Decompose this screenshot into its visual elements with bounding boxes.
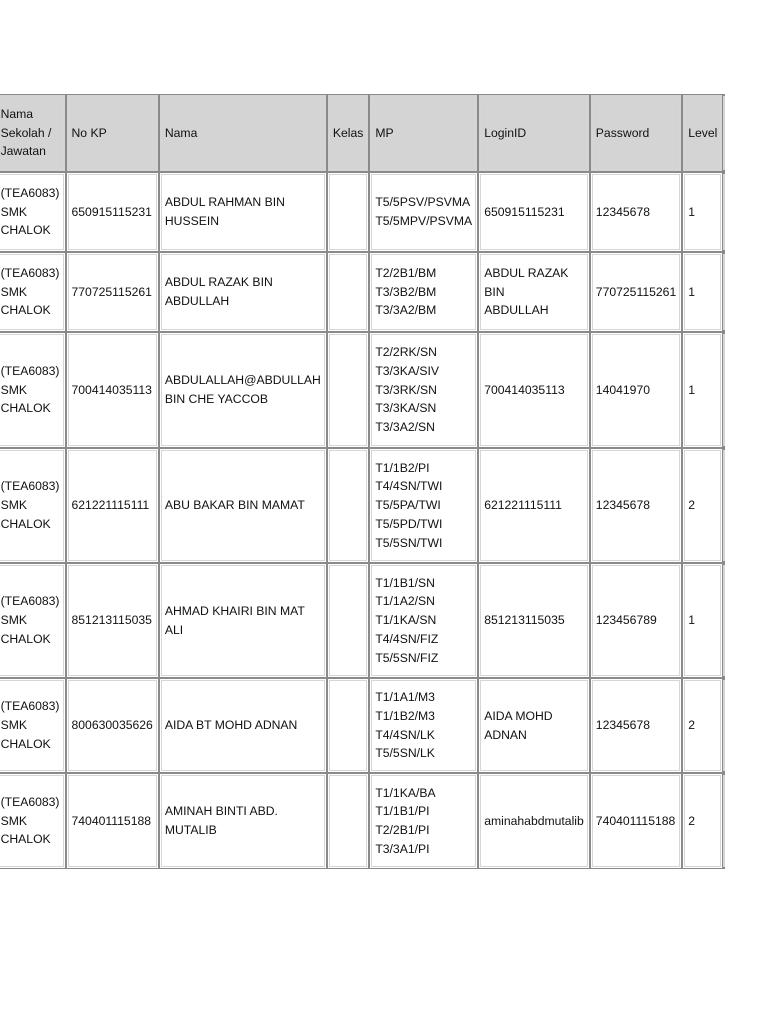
cell-kelas <box>327 678 370 773</box>
cell-sekolah: (TEA6083) SMK CHALOK <box>0 252 66 332</box>
cell-login-id: 700414035113 <box>478 332 590 448</box>
cell-password: 12345678 <box>590 448 682 563</box>
cell-level: 2 <box>682 773 723 869</box>
header-level: Level <box>682 94 723 172</box>
cell-no-kp: 851213115035 <box>66 563 159 678</box>
cell-sekolah: (TEA6083) SMK CHALOK <box>0 332 66 448</box>
header-login-id: LoginID <box>478 94 590 172</box>
header-password: Password <box>590 94 682 172</box>
table-row <box>0 448 725 563</box>
cell-kelas <box>327 252 370 332</box>
cell-nama: AIDA BT MOHD ADNAN <box>159 678 327 773</box>
cell-nama: ABU BAKAR BIN MAMAT <box>159 448 327 563</box>
cell-extra <box>723 252 725 332</box>
cell-mp: T2/2RK/SN T3/3KA/SIV T3/3RK/SN T3/3KA/SN T3/3A2/SN <box>369 332 478 448</box>
cell-nama: AMINAH BINTI ABD. MUTALIB <box>159 773 327 869</box>
cell-sekolah: (TEA6083) SMK CHALOK <box>0 773 66 869</box>
cell-kelas <box>327 172 370 252</box>
cell-no-kp: 650915115231 <box>66 172 159 252</box>
cell-nama: AHMAD KHAIRI BIN MAT ALI <box>159 563 327 678</box>
table-row <box>0 773 725 869</box>
header-kelas: Kelas <box>327 94 370 172</box>
cell-password: 12345678 <box>590 172 682 252</box>
cell-mp: T1/1KA/BA T1/1B1/PI T2/2B1/PI T3/3A1/PI <box>369 773 478 869</box>
cell-sekolah: (TEA6083) SMK CHALOK <box>0 448 66 563</box>
cell-no-kp: 621221115111 <box>66 448 159 563</box>
cell-extra <box>723 563 725 678</box>
cell-nama: ABDULALLAH@ABDULLAH BIN CHE YACCOB <box>159 332 327 448</box>
cell-login-id: 851213115035 <box>478 563 590 678</box>
cell-level: 1 <box>682 252 723 332</box>
cell-login-id: 650915115231 <box>478 172 590 252</box>
header-no-kp: No KP <box>66 94 159 172</box>
cell-login-id: AIDA MOHD ADNAN <box>478 678 590 773</box>
cell-no-kp: 800630035626 <box>66 678 159 773</box>
cell-level: 2 <box>682 448 723 563</box>
cell-kelas <box>327 448 370 563</box>
header-mp: MP <box>369 94 478 172</box>
table-row <box>0 172 725 252</box>
cell-sekolah: (TEA6083) SMK CHALOK <box>0 563 66 678</box>
cell-login-id: 621221115111 <box>478 448 590 563</box>
cell-password: 770725115261 <box>590 252 682 332</box>
cell-level: 1 <box>682 563 723 678</box>
cell-level: 1 <box>682 172 723 252</box>
table-row <box>0 563 725 678</box>
cell-mp: T1/1B2/PI T4/4SN/TWI T5/5PA/TWI T5/5PD/TWI T5/5SN/TWI <box>369 448 478 563</box>
cell-password: 740401115188 <box>590 773 682 869</box>
cell-extra <box>723 678 725 773</box>
cell-sekolah: (TEA6083) SMK CHALOK <box>0 678 66 773</box>
cell-extra <box>723 773 725 869</box>
cell-mp: T2/2B1/BM T3/3B2/BM T3/3A2/BM <box>369 252 478 332</box>
cell-kelas <box>327 773 370 869</box>
teacher-login-table <box>0 94 725 869</box>
cell-level: 2 <box>682 678 723 773</box>
cell-password: 12345678 <box>590 678 682 773</box>
cell-no-kp: 740401115188 <box>66 773 159 869</box>
header-nama: Nama <box>159 94 327 172</box>
cell-nama: ABDUL RAZAK BIN ABDULLAH <box>159 252 327 332</box>
header-nama-sekolah: Nama Sekolah / Jawatan <box>0 94 66 172</box>
cell-no-kp: 770725115261 <box>66 252 159 332</box>
table-row <box>0 252 725 332</box>
cell-password: 123456789 <box>590 563 682 678</box>
table-row <box>0 678 725 773</box>
cell-kelas <box>327 563 370 678</box>
table-row <box>0 332 725 448</box>
header-row <box>0 94 725 172</box>
cell-sekolah: (TEA6083) SMK CHALOK <box>0 172 66 252</box>
cell-extra <box>723 172 725 252</box>
cell-login-id: ABDUL RAZAK BIN ABDULLAH <box>478 252 590 332</box>
cell-mp: T5/5PSV/PSVMA T5/5MPV/PSVMA <box>369 172 478 252</box>
cell-login-id: aminahabdmutalib <box>478 773 590 869</box>
cell-no-kp: 700414035113 <box>66 332 159 448</box>
cell-mp: T1/1B1/SN T1/1A2/SN T1/1KA/SN T4/4SN/FIZ T5/5SN/FIZ <box>369 563 478 678</box>
header-extra-column <box>723 94 725 172</box>
cell-level: 1 <box>682 332 723 448</box>
cell-password: 14041970 <box>590 332 682 448</box>
cell-nama: ABDUL RAHMAN BIN HUSSEIN <box>159 172 327 252</box>
cell-extra <box>723 448 725 563</box>
cell-extra <box>723 332 725 448</box>
cell-kelas <box>327 332 370 448</box>
cell-mp: T1/1A1/M3 T1/1B2/M3 T4/4SN/LK T5/5SN/LK <box>369 678 478 773</box>
